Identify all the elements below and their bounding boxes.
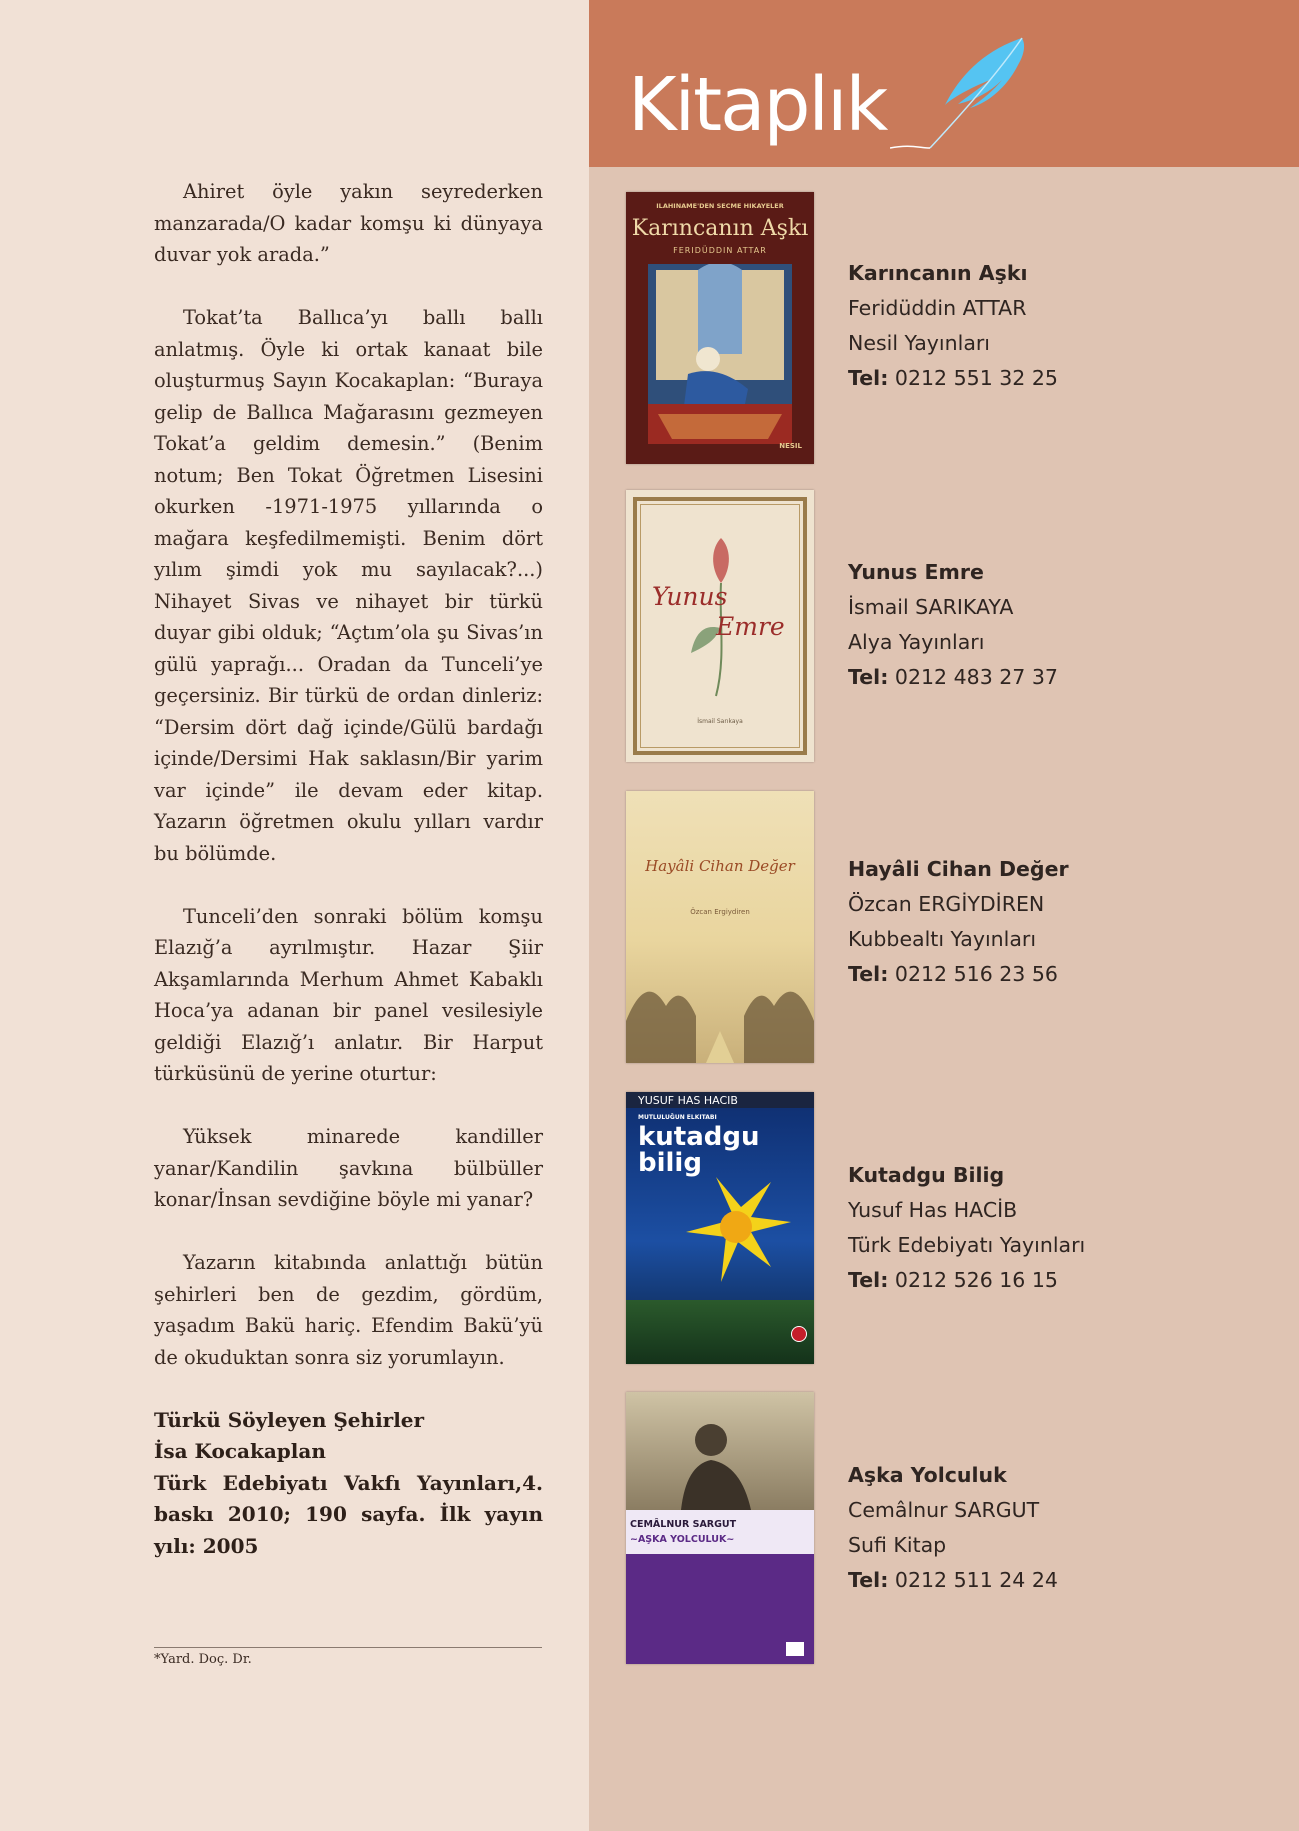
book-phone [848,957,1268,992]
publisher-logo-icon [791,1326,807,1342]
book-cover-aska-yolculuk [626,1392,814,1664]
footnote: *Yard. Doç. Dr. [154,1652,252,1667]
cover-title-line2: Emre [716,612,785,641]
article-body [154,176,543,1562]
book-cover-yunus-emre [626,490,814,762]
book-title: Yunus Emre [848,560,984,584]
article-paragraph: Ahiret öyle yakın seyrederken manzarada/O kadar komşu ki dünyaya duvar yok arada.” [154,180,543,266]
book-credits [154,1405,543,1563]
cover-title: Karıncanın Aşkı [631,216,809,241]
cover-title: ~AŞKA YOLCULUK~ [630,1534,735,1545]
cover-author: FERIDÜDDIN ATTAR [673,246,767,255]
article-paragraph: Tunceli’den sonraki bölüm komşu Elazığ’a ayrılmıştır. Hazar Şiir Akşamlarında Merhum Ahmet Kabaklı Hoca’ya adanan bir panel vesilesiyle geldiği Elazığ’ı anlatır. Bir Harput türküsünü de yerine oturtur: [154,904,543,1085]
credits-author: İsa Kocakaplan [154,1439,326,1463]
phone-label: Tel: [848,665,889,689]
book-author: Özcan ERGİYDİREN [848,892,1045,916]
phone-number: 0212 511 24 24 [894,1568,1058,1592]
book-publisher: Alya Yayınları [848,630,985,654]
credits-publisher: Türk Edebiyatı Vakfı Yayınları,4. baskı 2010; 190 sayfa. İlk yayın yılı: 2005 [154,1470,543,1558]
cover-illustration [648,264,792,444]
phone-label: Tel: [848,366,889,390]
feather-pen-icon [890,30,1040,155]
book-info-4 [848,1158,1268,1298]
book-author: Feridüddin ATTAR [848,296,1027,320]
cover-title-line2: bilig [638,1148,702,1178]
cover-title-line1: kutadgu [638,1122,760,1152]
book-title: Aşka Yolculuk [848,1463,1007,1487]
phone-number: 0212 526 16 15 [894,1268,1058,1292]
phone-label: Tel: [848,1568,889,1592]
section-title: Kitaplık [628,62,887,148]
cover-title-line1: Yunus [652,582,728,611]
book-title: Hayâli Cihan Değer [848,857,1069,881]
phone-label: Tel: [848,1268,889,1292]
phone-number: 0212 483 27 37 [894,665,1058,689]
book-author: İsmail SARIKAYA [848,595,1014,619]
book-phone [848,1263,1268,1298]
article-paragraph: Tokat’ta Ballıca’yı ballı ballı anlatmış. Öyle ki ortak kanaat bile oluşturmuş Sayın Kocakaplan: “Buraya gelip de Ballıca Mağarasını gezmeyen Tokat’a geldim demesin.” (Benim notum; Ben Tokat Öğretmen Lisesini okurken -1971-1975 yıllarında o mağara keşfedilmemişti. Benim dört yılım şimdi yok mu sayılacak?...) Nihayet Sivas ve nihayet bir türkü duyar gibi olduk; “Açtım’ola şu Sivas’ın gülü yaprağı... Oradan da Tunceli’ye geçersiniz. Bir türkü de ordan dinleriz: “Dersim dört dağ içinde/Gülü bardağı içinde/Dersimi Hak saklasın/Bir yarim var içinde” ile devam eder kitap. Yazarın öğretmen okulu yılları vardır bu bölümde. [154,306,543,865]
cover-portrait [666,1410,766,1510]
book-publisher: Sufi Kitap [848,1533,947,1557]
book-title: Kutadgu Bilig [848,1163,1005,1187]
cover-author: İsmail Sarıkaya [697,718,743,725]
cover-author: YUSUF HAS HACIB [638,1094,738,1107]
book-info-1 [848,256,1268,396]
article-paragraph: Yazarın kitabında anlattığı bütün şehirleri ben de gezdim, gördüm, yaşadım Bakü hariç. Efendim Bakü’yü de okuduktan sonra siz yorumlayın. [154,1251,543,1369]
article-paragraph: Yüksek minarede kandiller yanar/Kandilin şavkına bülbüller konar/İnsan sevdiğine böyle mi yanar? [154,1125,543,1211]
book-info-2 [848,555,1268,695]
book-phone [848,1563,1268,1598]
cover-title: Hayâli Cihan Değer [645,857,795,875]
publisher-logo-icon [786,1642,804,1656]
book-cover-karincanin-aski [626,192,814,464]
cover-imprint: NESIL [779,442,802,450]
book-publisher: Nesil Yayınları [848,331,990,355]
cover-landscape [626,961,814,1063]
book-author: Cemâlnur SARGUT [848,1498,1040,1522]
credits-title: Türkü Söyleyen Şehirler [154,1407,425,1432]
book-publisher: Türk Edebiyatı Yayınları [848,1233,1086,1257]
book-phone [848,660,1268,695]
cover-foliage [626,1300,814,1364]
book-title: Karıncanın Aşkı [848,261,1028,285]
book-cover-kutadgu-bilig [626,1092,814,1364]
cover-author: Özcan Ergiydiren [690,908,750,916]
phone-number: 0212 516 23 56 [894,962,1058,986]
cover-label-band [626,1510,814,1554]
footnote-divider [154,1647,542,1648]
book-phone [848,361,1268,396]
book-publisher: Kubbealtı Yayınları [848,927,1037,951]
phone-number: 0212 551 32 25 [894,366,1058,390]
book-info-3 [848,852,1268,992]
cover-series-text: ILAHINAME'DEN SECME HIKAYELER [656,202,784,210]
cover-author: CEMÂLNUR SARGUT [630,1519,737,1530]
book-author: Yusuf Has HACİB [848,1198,1018,1222]
cover-subtitle: MUTLULUĞUN ELKITABI [638,1114,717,1121]
daffodil-icon [676,1162,796,1302]
book-cover-hayali-cihan-deger [626,791,814,1063]
phone-label: Tel: [848,962,889,986]
book-info-5 [848,1458,1268,1598]
